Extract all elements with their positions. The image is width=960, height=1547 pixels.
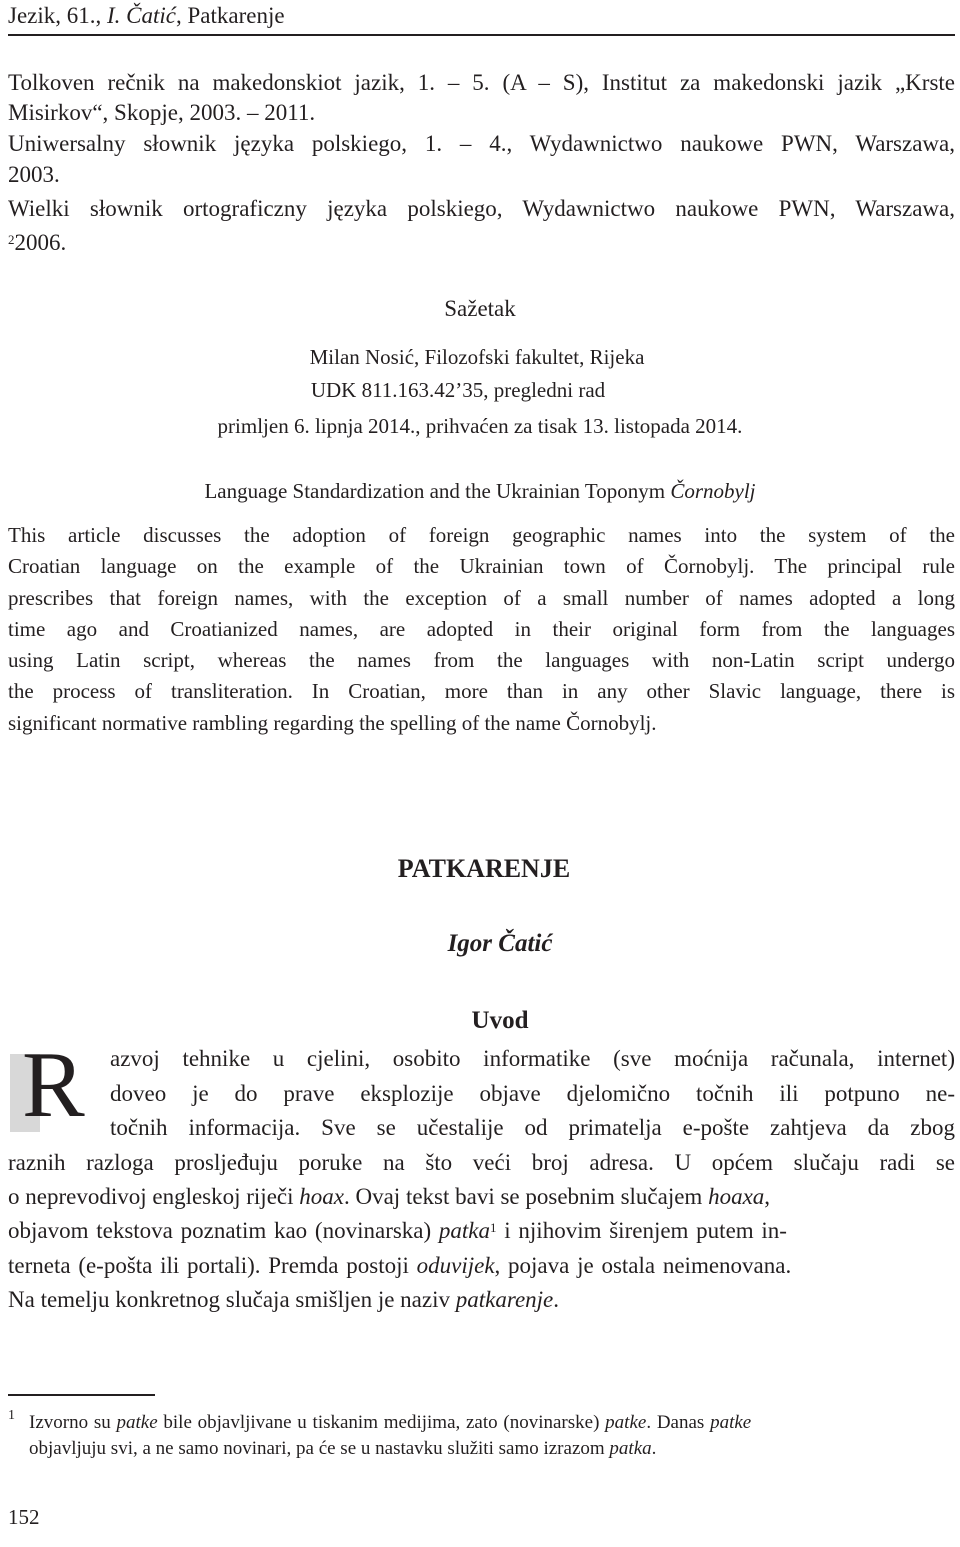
abstract-body-line-3: prescribes that foreign names, with the exception of a small number of names adopted a long — [8, 586, 955, 610]
reference-edition-superscript: 2 — [8, 232, 15, 247]
body-line-5 — [8, 1182, 955, 1212]
footnote-line-2 — [29, 1436, 656, 1462]
reference-3-line-1: Wielki słownik ortograficzny języka polskiego, Wydawnictwo naukowe PWN, Warszawa, — [8, 196, 955, 221]
reference-2-line-1: Uniwersalny słownik języka polskiego, 1. – 4., Wydawnictwo naukowe PWN, Warszawa, — [8, 131, 955, 156]
term-patkarenje: patkarenje — [455, 1287, 554, 1312]
drop-cap-letter: R — [22, 1033, 85, 1137]
footnote-number: 1 — [8, 1408, 15, 1423]
running-head — [8, 2, 285, 29]
body-line-6-part-1: objavom tekstova poznatim kao (novinarska) — [8, 1218, 439, 1243]
term-oduvijek: oduvijek — [416, 1253, 495, 1278]
abstract-body-line-6: the process of transliteration. In Croatian, more than in any other Slavic language, there is — [8, 679, 955, 703]
footnote-rule — [8, 1394, 155, 1396]
reference-1-line-1: Tolkoven rečnik na makedonskiot jazik, 1. – 5. (A – S), Institut za makedonski jazik „Krste — [8, 70, 955, 95]
footnote-part-3: . Danas — [646, 1412, 711, 1433]
footnote-part-5: . — [651, 1438, 657, 1459]
abstract-udk: UDK 811.163.42’35, pregledni rad — [310, 378, 606, 402]
abstract-author: Milan Nosić, Filozofski fakultet, Rijeka — [309, 345, 645, 369]
body-line-7 — [8, 1251, 955, 1281]
running-head-title: , Patkarenje — [176, 3, 285, 28]
article-author: Igor Čatić — [447, 930, 553, 957]
abstract-title-toponym: Čornobylj — [670, 479, 756, 503]
body-line-5-part-1: o neprevodivoj engleskoj riječi — [8, 1184, 300, 1209]
term-hoax: hoax — [299, 1184, 344, 1209]
article-title: PATKARENJE — [397, 854, 571, 883]
header-rule — [8, 34, 955, 36]
abstract-body-line-7: significant normative rambling regarding the spelling of the name Čornobylj. — [8, 711, 657, 735]
body-line-8-part-2: . — [553, 1287, 560, 1312]
body-line-6 — [8, 1216, 955, 1246]
body-line-7-part-1: terneta (e-pošta ili portali). Premda postoji — [8, 1253, 417, 1278]
body-line-7-part-2: , pojava je ostala neimenovana. — [494, 1253, 792, 1278]
body-line-8-part-1: Na temelju konkretnog slučaja smišljen je naziv — [8, 1287, 456, 1312]
footnote-term-4: patka — [609, 1438, 652, 1459]
body-line-5-part-2: . Ovaj tekst bavi se posebnim slučajem — [343, 1184, 709, 1209]
drop-cap — [8, 1033, 100, 1137]
term-patka: patka — [438, 1218, 491, 1243]
abstract-title-text: Language Standardization and the Ukrainian Toponym — [204, 479, 671, 503]
reference-2-line-2: 2003. — [8, 162, 60, 187]
running-head-author: I. Čatić — [107, 3, 177, 28]
reference-1-line-2: Misirkov“, Skopje, 2003. – 2011. — [8, 100, 316, 125]
abstract-heading: Sažetak — [444, 296, 516, 321]
running-head-journal: Jezik, 61., — [8, 3, 108, 28]
footnote-part-2: bile objavljivane u tiskanim medijima, zato (novinarske) — [157, 1412, 606, 1433]
body-line-1: azvoj tehnike u cjelini, osobito informatike (sve moćnija računala, internet) — [110, 1046, 955, 1071]
footnote-term-3: patke — [710, 1412, 752, 1433]
abstract-body-line-5: using Latin script, whereas the names from the languages with non-Latin script undergo — [8, 648, 955, 672]
body-line-6-part-2: i njihovim širenjem putem in- — [496, 1218, 787, 1243]
abstract-body-line-1: This article discusses the adoption of foreign geographic names into the system of the — [8, 523, 955, 547]
footnote-term-1: patke — [116, 1412, 158, 1433]
reference-3-year: 2006. — [14, 230, 67, 255]
body-line-2: doveo je do prave eksplozije objave djelomično točnih ili potpuno ne- — [110, 1081, 955, 1106]
body-line-3: točnih informacija. Sve se učestalije od primatelja e-pošte zahtjeva da zbog — [110, 1115, 955, 1140]
body-line-4: raznih razloga prosljeđuju poruke na što veći broj adresa. U općem slučaju radi se — [8, 1150, 955, 1175]
abstract-title — [0, 479, 960, 504]
body-line-5-part-3: , — [764, 1184, 771, 1209]
abstract-body-line-2: Croatian language on the example of the Ukrainian town of Čornobylj. The principal rule — [8, 554, 955, 578]
footnote-part-1: Izvorno su — [29, 1412, 117, 1433]
body-line-8 — [8, 1285, 559, 1315]
page-number: 152 — [8, 1505, 40, 1529]
footnote-reference[interactable]: 1 — [490, 1220, 497, 1235]
footnote-part-4: objavljuju svi, a ne samo novinari, pa će se u nastavku služiti samo izrazom — [29, 1438, 610, 1459]
abstract-body-line-4: time ago and Croatianized names, are adopted in their original form from the languages — [8, 617, 955, 641]
footnote-term-2: patke — [605, 1412, 647, 1433]
footnote-line-1 — [29, 1410, 955, 1436]
abstract-dates: primljen 6. lipnja 2014., prihvaćen za tisak 13. listopada 2014. — [217, 414, 743, 438]
term-hoaxa: hoaxa — [708, 1184, 765, 1209]
reference-3-line-2 — [8, 229, 66, 256]
section-heading: Uvod — [471, 1007, 529, 1034]
